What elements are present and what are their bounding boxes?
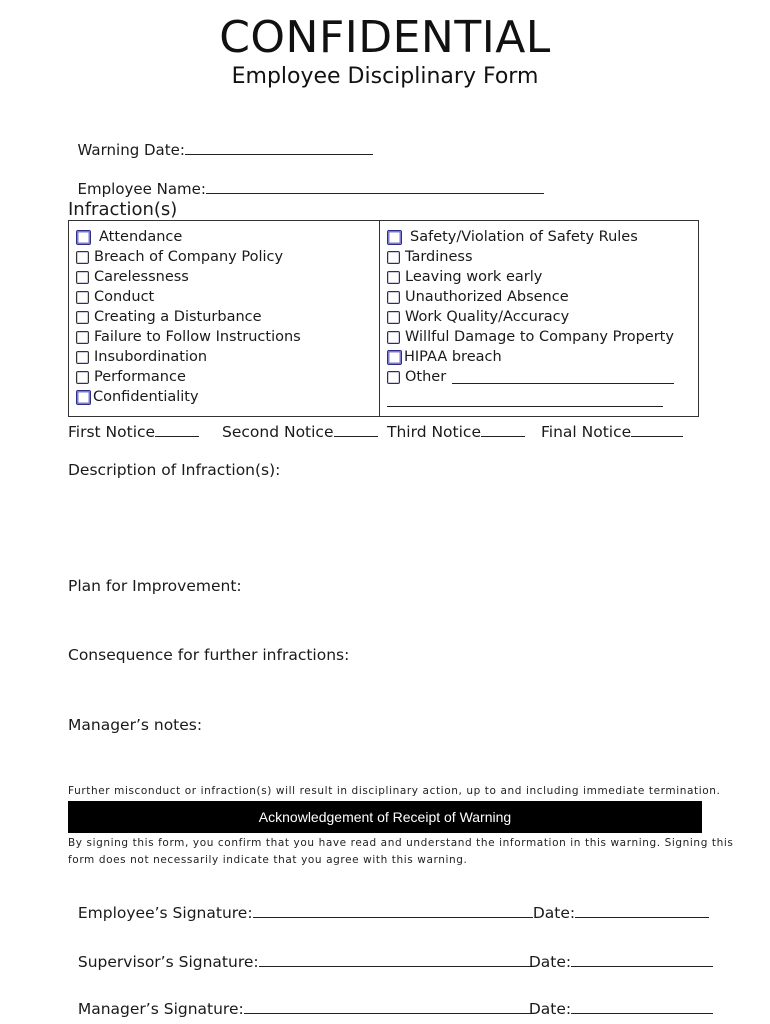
employee-date-field[interactable] bbox=[575, 903, 709, 918]
infractions-left-column bbox=[76, 227, 301, 407]
termination-warning: Further misconduct or infraction(s) will result in disciplinary action, up to and including immediate termination. bbox=[68, 785, 721, 797]
acknowledgement-text-2: form does not necessarily indicate that you agree with this warning. bbox=[68, 854, 468, 866]
checkbox-icon[interactable] bbox=[387, 251, 400, 264]
final-notice[interactable]: Final Notice bbox=[541, 422, 683, 441]
infraction-breach-of-company-policy[interactable]: Breach of Company Policy bbox=[76, 247, 301, 267]
supervisor-date-label: Date: bbox=[528, 953, 572, 971]
infraction-unauthorized-absence[interactable]: Unauthorized Absence bbox=[387, 287, 674, 307]
checkbox-icon[interactable] bbox=[76, 230, 91, 245]
infraction-other[interactable]: Other bbox=[387, 367, 674, 387]
checkbox-icon[interactable] bbox=[76, 331, 89, 344]
checkbox-icon[interactable] bbox=[76, 351, 89, 364]
infraction-safety-violation[interactable]: Safety/Violation of Safety Rules bbox=[387, 227, 674, 247]
consequence-label: Consequence for further infractions: bbox=[68, 646, 350, 664]
infraction-confidentiality[interactable]: Confidentiality bbox=[76, 387, 301, 407]
employee-signature-row bbox=[68, 885, 533, 922]
manager-signature-label: Manager’s Signature: bbox=[77, 1000, 244, 1018]
manager-notes-label: Manager’s notes: bbox=[68, 716, 203, 734]
first-notice-field[interactable] bbox=[155, 422, 199, 437]
employee-date-row bbox=[523, 885, 709, 922]
description-label: Description of Infraction(s): bbox=[68, 461, 281, 479]
employee-signature-label: Employee’s Signature: bbox=[77, 904, 253, 922]
infractions-divider bbox=[379, 221, 380, 416]
infraction-creating-a-disturbance[interactable]: Creating a Disturbance bbox=[76, 307, 301, 327]
other-field[interactable] bbox=[452, 371, 674, 384]
form-subtitle: Employee Disciplinary Form bbox=[231, 64, 539, 89]
infraction-tardiness[interactable]: Tardiness bbox=[387, 247, 674, 267]
manager-date-label: Date: bbox=[528, 1000, 572, 1018]
supervisor-signature-field[interactable] bbox=[259, 952, 531, 967]
employee-name-field[interactable] bbox=[206, 179, 544, 194]
final-notice-field[interactable] bbox=[631, 422, 683, 437]
checkbox-icon[interactable] bbox=[76, 371, 89, 384]
checkbox-icon[interactable] bbox=[76, 271, 89, 284]
employee-date-label: Date: bbox=[532, 904, 576, 922]
acknowledgement-banner: Acknowledgement of Receipt of Warning bbox=[68, 801, 702, 833]
checkbox-icon[interactable] bbox=[76, 291, 89, 304]
checkbox-icon[interactable] bbox=[387, 311, 400, 324]
checkbox-icon[interactable] bbox=[387, 271, 400, 284]
warning-date-field[interactable] bbox=[185, 140, 373, 155]
other-continuation-field[interactable] bbox=[387, 405, 663, 407]
manager-date-row bbox=[519, 981, 713, 1018]
second-notice[interactable]: Second Notice bbox=[222, 422, 378, 441]
checkbox-icon[interactable] bbox=[387, 331, 400, 344]
infraction-attendance[interactable]: Attendance bbox=[76, 227, 301, 247]
supervisor-date-field[interactable] bbox=[571, 952, 713, 967]
infraction-insubordination[interactable]: Insubordination bbox=[76, 347, 301, 367]
checkbox-icon[interactable] bbox=[387, 350, 402, 365]
checkbox-icon[interactable] bbox=[387, 230, 402, 245]
employee-name-label: Employee Name: bbox=[77, 180, 206, 198]
infractions-right-column bbox=[387, 227, 674, 407]
employee-signature-field[interactable] bbox=[253, 903, 533, 918]
checkbox-icon[interactable] bbox=[76, 390, 91, 405]
form-title: CONFIDENTIAL bbox=[219, 12, 551, 63]
manager-signature-row bbox=[68, 981, 532, 1018]
checkbox-icon[interactable] bbox=[387, 371, 400, 384]
supervisor-date-row bbox=[519, 934, 713, 971]
other-continuation-row bbox=[387, 387, 674, 407]
supervisor-signature-label: Supervisor’s Signature: bbox=[77, 953, 259, 971]
third-notice[interactable]: Third Notice bbox=[387, 422, 525, 441]
third-notice-field[interactable] bbox=[481, 422, 525, 437]
infractions-heading: Infraction(s) bbox=[68, 199, 178, 220]
infraction-leaving-work-early[interactable]: Leaving work early bbox=[387, 267, 674, 287]
checkbox-icon[interactable] bbox=[76, 311, 89, 324]
warning-date-label: Warning Date: bbox=[77, 141, 185, 159]
checkbox-icon[interactable] bbox=[76, 251, 89, 264]
infraction-willful-damage[interactable]: Willful Damage to Company Property bbox=[387, 327, 674, 347]
employee-name-row bbox=[68, 161, 544, 198]
plan-label: Plan for Improvement: bbox=[68, 577, 242, 595]
infraction-conduct[interactable]: Conduct bbox=[76, 287, 301, 307]
warning-date-row bbox=[68, 122, 373, 159]
manager-date-field[interactable] bbox=[571, 999, 713, 1014]
first-notice[interactable]: First Notice bbox=[68, 422, 199, 441]
infraction-performance[interactable]: Performance bbox=[76, 367, 301, 387]
supervisor-signature-row bbox=[68, 934, 531, 971]
acknowledgement-text-1: By signing this form, you confirm that you have read and understand the information in this warning. Signing this bbox=[68, 837, 734, 849]
checkbox-icon[interactable] bbox=[387, 291, 400, 304]
infraction-hipaa-breach[interactable]: HIPAA breach bbox=[387, 347, 674, 367]
infraction-work-quality[interactable]: Work Quality/Accuracy bbox=[387, 307, 674, 327]
second-notice-field[interactable] bbox=[334, 422, 378, 437]
infraction-failure-to-follow-instructions[interactable]: Failure to Follow Instructions bbox=[76, 327, 301, 347]
infraction-carelessness[interactable]: Carelessness bbox=[76, 267, 301, 287]
manager-signature-field[interactable] bbox=[244, 999, 532, 1014]
